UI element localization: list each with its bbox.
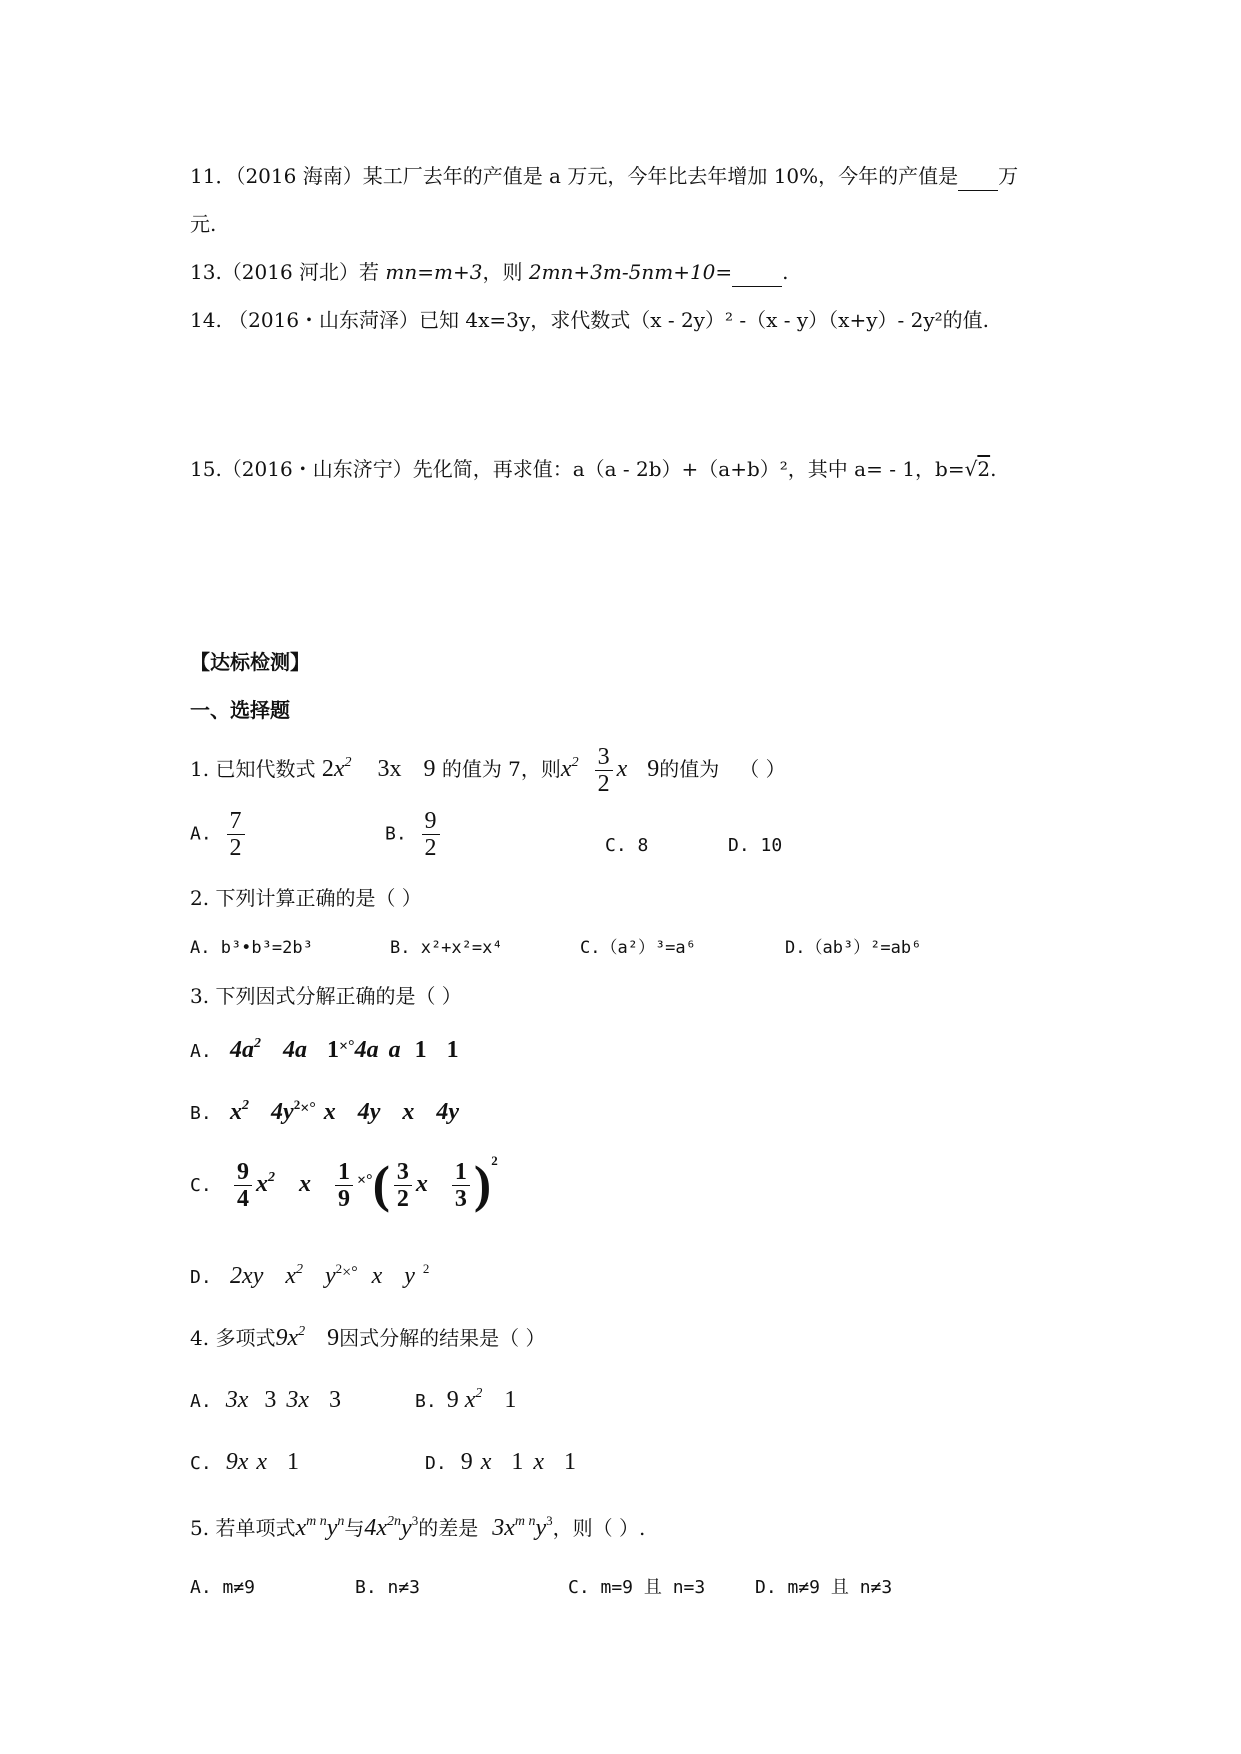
question-4: 4. 多项式$9x^2$ 9因式分解的结果是（ ）: [190, 1324, 546, 1351]
question-11-continued: 元.: [190, 212, 217, 236]
question-13-condition: mn=m+3: [385, 260, 483, 284]
answer-blank: [958, 162, 998, 191]
option-b: B. n≠3: [355, 1577, 421, 1598]
option-d-expression: 2xy $x^2$ $y^{2\times^\circ}$ x y $^2$: [230, 1261, 430, 1289]
option-a-expression: $4a^2$ 4a 1×°4a a 1 1: [230, 1036, 459, 1063]
question-13: [190, 258, 789, 287]
option-c: C.（a²）³=a⁶: [580, 938, 696, 958]
option-d: D. m≠9 且 n≠3: [755, 1577, 893, 1598]
polynomial: $9x^2$ 9: [275, 1324, 340, 1351]
option-a: A. m≠9: [190, 1577, 256, 1598]
fraction: $\frac{1}{9}$: [335, 1159, 353, 1212]
fraction: $\frac{9}{4}$: [234, 1159, 252, 1212]
question-11-text: 11．（2016 海南）某工厂去年的产值是 a 万元，今年比去年增加 10%，今年的产值是: [190, 164, 959, 188]
option-c-expression: $\frac{9}{4}$ $x^2$ x $\frac{1}{9}$ ×°( $\frac{3}{2}$ x $\frac{1}{3}$ )$^2$: [230, 1171, 498, 1197]
fraction: $\frac{3}{2}$: [394, 1159, 412, 1212]
question-5: 5. 若单项式$x^{m n}y^n$与$4x^{2n}y^3$的差是 $3x^{m n}y^3$，则（ ）.: [190, 1513, 646, 1541]
option-c: C. m=9 且 n=3: [568, 1577, 706, 1598]
option-c: C. 8: [605, 835, 649, 856]
option-c: C. 9x x 1: [190, 1449, 299, 1475]
option-a: A. $\frac{7}{2}$: [190, 808, 249, 861]
question-14: 14. （2016・山东菏泽）已知 4x=3y，求代数式（x - 2y）² -（x - y）（x+y）- 2y²的值.: [190, 308, 990, 332]
question-13-mid: ，则: [482, 260, 529, 284]
question-2: 2. 下列计算正确的是（ ）: [190, 886, 422, 910]
option-b: B. x²+x²=x⁴: [390, 938, 503, 958]
option-d: D. 9 x 1 x 1: [425, 1449, 576, 1475]
question-13-expression: 2mn+3m-5nm+10=: [528, 260, 733, 284]
answer-blank: [732, 258, 782, 287]
question-1-lead: 1. 已知代数式: [190, 757, 316, 782]
question-3-option-c: C. $\frac{9}{4}$ $x^2$ x $\frac{1}{9}$ ×°( $\frac{3}{2}$ x $\frac{1}{3}$ )$^2$: [190, 1153, 498, 1214]
option-a: A. 3x 3 3x 3: [190, 1387, 341, 1413]
question-1-mid: 的值为 7，则: [441, 757, 561, 782]
question-3-option-a: A. $4a^2$ 4a 1×°4a a 1 1: [190, 1036, 459, 1063]
question-3-option-b: B. $x^2$ $4y^{2\times^\circ}$ x 4y x 4y: [190, 1097, 460, 1125]
monomial-1: $x^{m n}y^n$: [295, 1514, 345, 1541]
option-a: A. b³•b³=2b³: [190, 938, 313, 958]
option-d: D. 10: [728, 835, 783, 856]
question-3-option-d: D. 2xy $x^2$ $y^{2\times^\circ}$ x y $^2$: [190, 1261, 430, 1289]
monomial-2: $4x^{2n}y^3$: [364, 1513, 419, 1541]
question-13-suffix: .: [782, 260, 789, 284]
question-3: 3. 下列因式分解正确的是（ ）: [190, 984, 462, 1008]
question-13-prefix: 13.（2016 河北）若: [190, 260, 386, 284]
expression-2: $x^2$ $\frac{3}{2}$ x 9: [560, 744, 660, 797]
fraction: $\frac{9}{2}$: [422, 808, 440, 861]
option-b: B. $\frac{9}{2}$: [385, 808, 444, 861]
section-subtitle: 一、选择题: [190, 698, 290, 722]
answer-paren: （ ）: [739, 757, 786, 782]
option-b: B. 9 $x^2$ 1: [415, 1386, 517, 1413]
monomial-3: $3x^{m n}y^3$: [492, 1513, 553, 1541]
question-1-end: 的值为: [659, 757, 720, 782]
fraction: $\frac{3}{2}$: [595, 744, 613, 797]
section-title: 【达标检测】: [190, 650, 310, 674]
option-b-expression: $x^2$ $4y^{2\times^\circ}$ x 4y x 4y: [230, 1097, 460, 1125]
question-11: [190, 162, 1018, 191]
fraction: $\frac{1}{3}$: [452, 1159, 470, 1212]
question-15: 15.（2016・山东济宁）先化简，再求值：a（a - 2b）+（a+b）²，其中 a= - 1，b=√2.: [190, 457, 997, 481]
expression-1: $2x^2$ 3x 9: [321, 755, 436, 783]
sqrt-expression: √2: [964, 457, 991, 481]
question-1: [190, 744, 786, 797]
question-11-unit: 万: [998, 164, 1019, 188]
option-d: D.（ab³）²=ab⁶: [785, 938, 922, 958]
question-15-text: 15.（2016・山东济宁）先化简，再求值：a（a - 2b）+（a+b）²，其中 a= - 1，b=: [190, 457, 965, 481]
fraction: $\frac{7}{2}$: [227, 808, 245, 861]
